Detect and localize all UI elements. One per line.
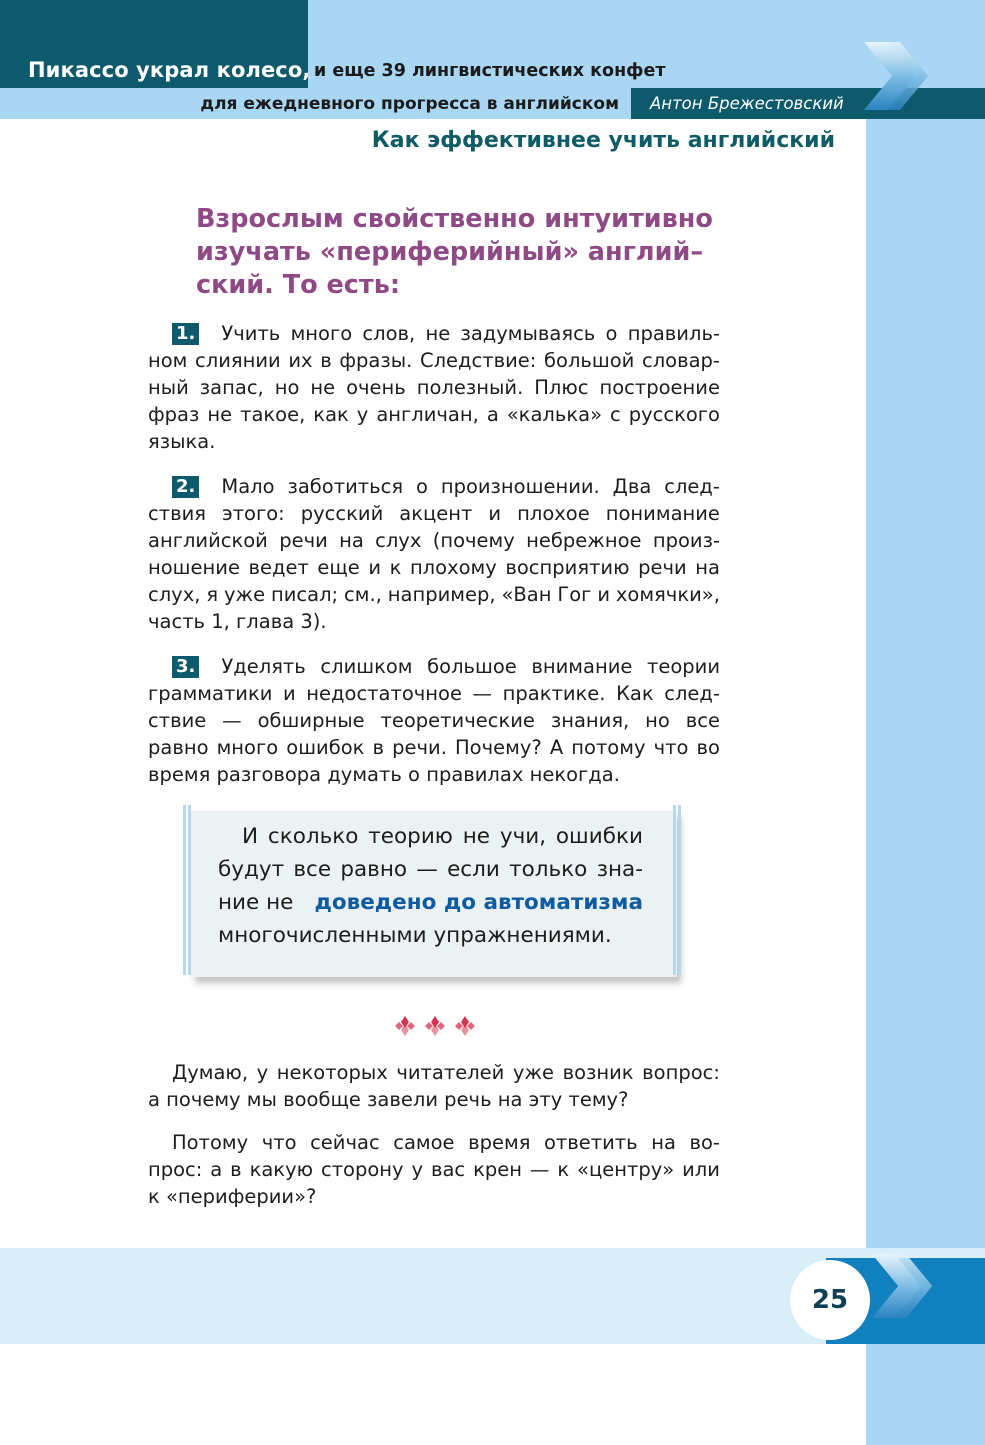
quote-bar-left xyxy=(188,805,191,975)
item-text-line: ствие — обширные теоретические знания, но все xyxy=(148,709,720,732)
section-title: Как эффективнее учить английский xyxy=(371,128,835,153)
quote-line: ние не xyxy=(218,890,294,915)
list-item-3 xyxy=(148,653,720,788)
item-number-badge: 3. xyxy=(172,656,199,678)
item-text-line: время разговора думать о правилах некогда. xyxy=(148,763,620,786)
diamond-ornament-icon xyxy=(395,1014,475,1038)
paragraph-line: прос: а в какую сторону у вас крен — к «центру» или xyxy=(148,1158,720,1181)
item-text-line: Уделять слишком большое внимание теории xyxy=(221,655,720,678)
item-text-line: ствия этого: русский акцент и плохое понимание xyxy=(148,502,720,525)
item-text-line: фраз не такое, как у англичан, а «калька» с русского xyxy=(148,403,720,426)
paragraph-line: а почему мы вообще завели речь на эту тему? xyxy=(148,1088,629,1111)
quote-text xyxy=(218,820,643,952)
quote-line: И сколько теорию не учи, ошибки xyxy=(242,824,643,849)
item-text-line: ном слиянии их в фразы. Следствие: большой словар- xyxy=(148,349,720,372)
item-number-badge: 2. xyxy=(172,476,199,498)
paragraph-line: к «периферии»? xyxy=(148,1185,317,1208)
paragraph-answer xyxy=(148,1129,720,1210)
book-subtitle: для ежедневного прогресса в английском xyxy=(200,94,619,114)
quote-highlight: доведено до автоматизма xyxy=(314,890,643,915)
paragraph-question xyxy=(148,1059,720,1113)
item-text-line: Учить много слов, не задумываясь о правиль- xyxy=(221,322,720,345)
book-title-continuation: и еще 39 лингвистических конфет xyxy=(314,61,666,81)
item-text-line: ный запас, но не очень полезный. Плюс построение xyxy=(148,376,720,399)
item-text-line: часть 1, глава 3). xyxy=(148,610,327,633)
quote-line: многочисленными упражнениями. xyxy=(218,923,612,948)
paragraph-line: Думаю, у некоторых читателей уже возник вопрос: xyxy=(172,1061,720,1084)
page-number: 25 xyxy=(811,1285,849,1315)
item-text-line: языка. xyxy=(148,430,216,453)
item-text-line: английской речи на слух (почему небрежное произ- xyxy=(148,529,720,552)
list-item-1 xyxy=(148,320,720,455)
quote-bar-left xyxy=(183,805,186,975)
item-text-line: Мало заботиться о произношении. Два след- xyxy=(221,475,720,498)
right-side-band xyxy=(866,119,985,1445)
item-text-line: ношение ведет еще и к плохому восприятию речи на xyxy=(148,556,720,579)
intro-line: Взрослым свойственно интуитивно xyxy=(196,204,713,234)
intro-heading xyxy=(196,203,736,302)
book-author: Антон Брежестовский xyxy=(650,94,844,113)
chevron-double-right-icon xyxy=(858,38,934,114)
quote-bar-right xyxy=(678,805,681,975)
quote-bar-right xyxy=(673,805,676,975)
item-text-line: равно много ошибок в речи. Почему? А потому что во xyxy=(148,736,720,759)
chevron-double-right-icon xyxy=(866,1250,938,1322)
intro-line: изучать «периферийный» англий– xyxy=(196,237,704,267)
item-text-line: грамматики и недостаточное — практике. Как след- xyxy=(148,682,720,705)
item-text-line: слух, я уже писал; см., например, «Ван Гог и хомячки», xyxy=(148,583,720,606)
paragraph-line: Потому что сейчас самое время ответить на во- xyxy=(172,1131,720,1154)
intro-line: ский. То есть: xyxy=(196,270,401,300)
quote-line: будут все равно — если только зна- xyxy=(218,857,643,882)
list-item-2 xyxy=(148,473,720,635)
book-title: Пикассо украл колесо, xyxy=(28,58,311,82)
item-number-badge: 1. xyxy=(172,323,199,345)
